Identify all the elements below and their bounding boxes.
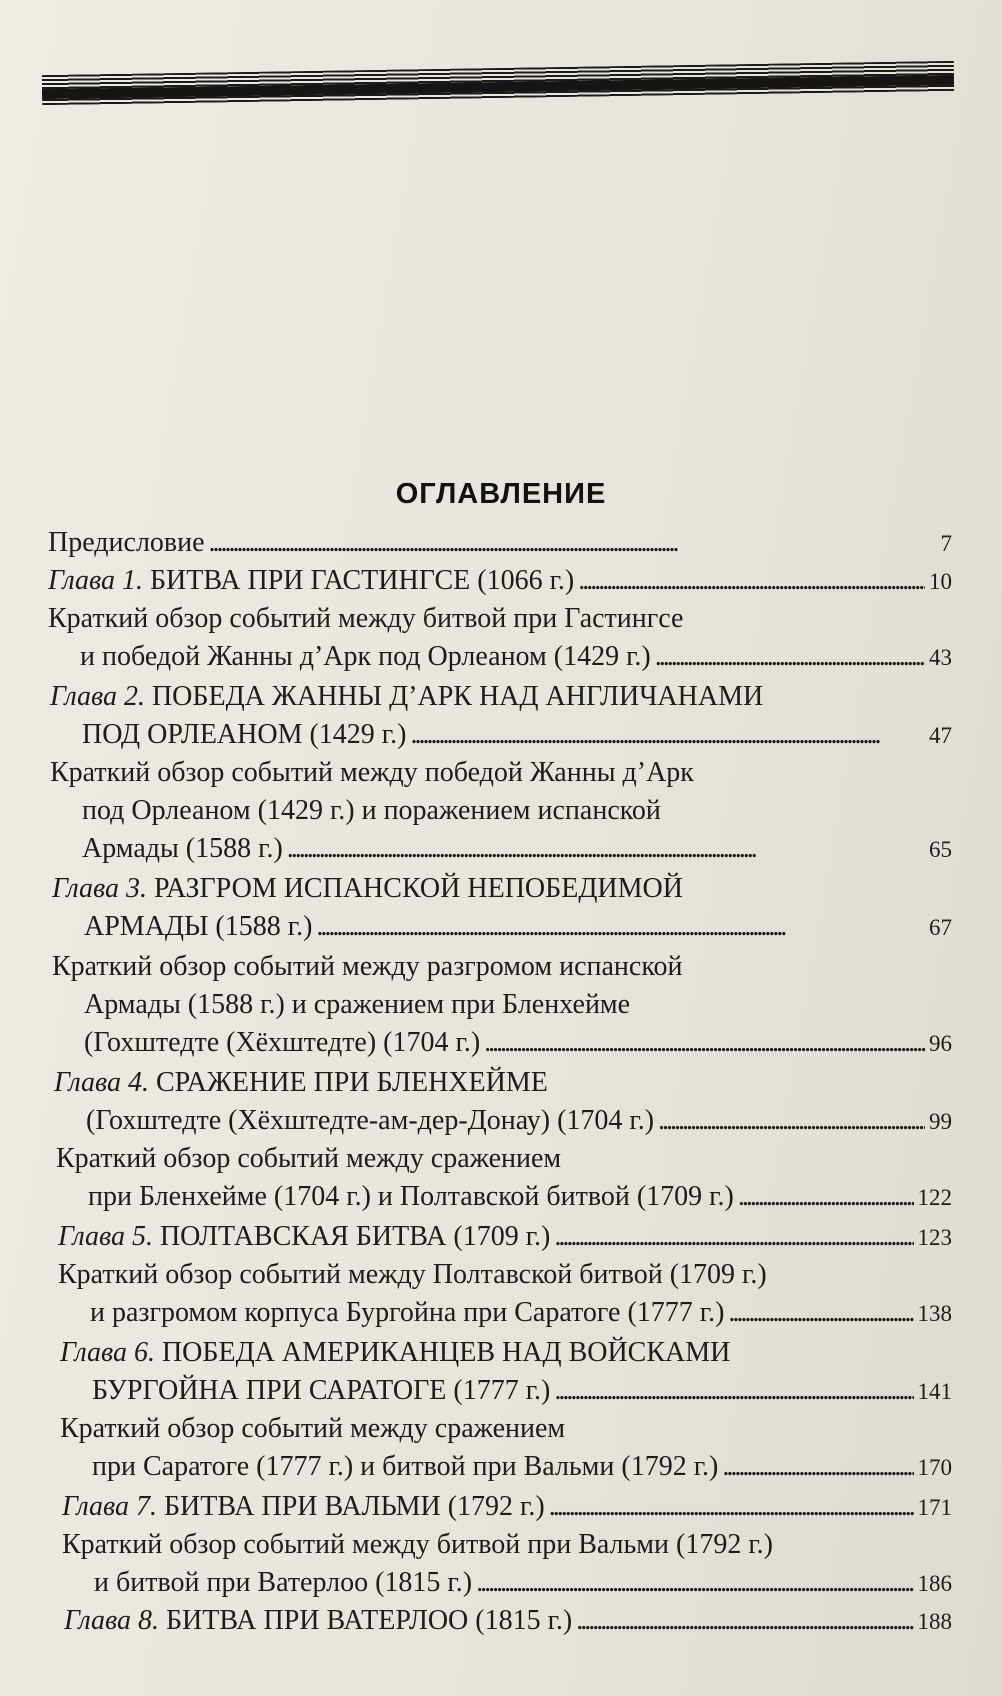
toc-title: ОГЛАВЛЕНИЕ (395, 478, 607, 510)
leader-dots (655, 640, 925, 674)
leader-dots (484, 1026, 925, 1060)
overview-3-line-2: Армады (1588 г.) и сражением при Бленхейме (84, 989, 631, 1020)
leader-dots (476, 1566, 913, 1600)
chapter-6-line-1 (60, 1336, 730, 1370)
overview-6-line-1: Краткий обзор событий между сражением (60, 1413, 566, 1444)
entry-text (48, 564, 574, 598)
chapter-title: БИТВА ПРИ ГАСТИНГСЕ (1066 г.) (149, 565, 575, 596)
leader-dots (287, 832, 925, 866)
page-number: 43 (929, 645, 952, 670)
page-number: 96 (929, 1031, 952, 1056)
page-number: 123 (917, 1225, 952, 1250)
chapter-4-line-1 (54, 1066, 548, 1100)
chapter-title: ПОБЕДА ЖАННЫ Д’АРК НАД АНГЛИЧАНАМИ (151, 681, 764, 712)
leader-dots (316, 910, 925, 944)
toc-entry-chapter-8[interactable] (64, 1604, 952, 1639)
page-number: 47 (929, 723, 952, 748)
page-number: 141 (917, 1379, 952, 1404)
page-number: 10 (929, 569, 952, 594)
toc-entry-overview-2[interactable] (82, 832, 952, 867)
entry-text: Армады (1588 г.) (82, 833, 283, 864)
toc-entry-overview-6[interactable] (92, 1450, 952, 1485)
entry-text: (Гохштедте (Хёхштедте) (1704 г.) (84, 1027, 481, 1058)
chapter-label: Глава 1. (48, 565, 143, 596)
page-number: 7 (940, 531, 952, 556)
leader-dots (576, 1604, 913, 1638)
toc-entry-preface[interactable] (48, 526, 952, 561)
overview-1-line-1: Краткий обзор событий между битвой при Гастингсе (48, 603, 684, 634)
chapter-label: Глава 8. (64, 1605, 159, 1636)
toc-entry-overview-3[interactable] (84, 1026, 952, 1061)
chapter-title: БИТВА ПРИ ВАТЕРЛОО (1815 г.) (165, 1605, 573, 1636)
chapter-title: СРАЖЕНИЕ ПРИ БЛЕНХЕЙМЕ (155, 1067, 548, 1098)
chapter-label: Глава 3. (52, 873, 147, 904)
entry-text (58, 1220, 550, 1254)
entry-text (62, 1490, 545, 1524)
page-number: 67 (929, 915, 952, 940)
page-number: 188 (917, 1609, 952, 1634)
entry-text: ПОД ОРЛЕАНОМ (1429 г.) (82, 719, 407, 750)
leader-dots (728, 1296, 913, 1330)
page-number: 138 (917, 1301, 952, 1326)
toc-entry-overview-5[interactable] (90, 1296, 952, 1331)
leader-dots (578, 564, 925, 598)
toc-entry-overview-7[interactable] (94, 1566, 952, 1601)
page-number: 186 (917, 1571, 952, 1596)
toc-entry-chapter-4[interactable] (86, 1104, 952, 1139)
overview-2-line-2: под Орлеаном (1429 г.) и поражением испанской (82, 795, 661, 826)
entry-text: и битвой при Ватерлоо (1815 г.) (94, 1567, 473, 1598)
toc-entry-chapter-6[interactable] (92, 1374, 952, 1409)
leader-dots (722, 1450, 913, 1484)
chapter-label: Глава 2. (50, 681, 145, 712)
leader-dots (209, 526, 937, 560)
chapter-title: БИТВА ПРИ ВАЛЬМИ (1792 г.) (163, 1491, 545, 1522)
chapter-label: Глава 5. (58, 1221, 153, 1252)
leader-dots (554, 1220, 913, 1254)
entry-text: Предисловие (48, 527, 205, 558)
page-number: 122 (917, 1185, 952, 1210)
entry-text: при Бленхейме (1704 г.) и Полтавской битвой (1709 г.) (88, 1181, 734, 1212)
leader-dots (410, 718, 925, 752)
chapter-label: Глава 6. (60, 1337, 155, 1368)
page-number: 99 (929, 1109, 952, 1134)
toc-entry-overview-4[interactable] (88, 1180, 952, 1215)
entry-text (64, 1604, 572, 1638)
leader-dots (554, 1374, 913, 1408)
toc-entry-chapter-7[interactable] (62, 1490, 952, 1525)
page-number: 171 (917, 1495, 952, 1520)
chapter-3-line-1 (52, 872, 683, 906)
page-number: 65 (929, 837, 952, 862)
chapter-2-line-1 (50, 680, 763, 714)
overview-3-line-1: Краткий обзор событий между разгромом испанской (52, 951, 683, 982)
toc-entry-chapter-3[interactable] (84, 910, 952, 945)
entry-text: при Саратоге (1777 г.) и битвой при Вальми (1792 г.) (92, 1451, 719, 1482)
leader-dots (549, 1490, 914, 1524)
entry-text: (Гохштедте (Хёхштедте-ам-дер-Донау) (1704 г.) (86, 1105, 655, 1136)
entry-text: и разгромом корпуса Бургойна при Саратоге (1777 г.) (90, 1297, 725, 1328)
entry-text: и победой Жанны д’Арк под Орлеаном (1429 г.) (80, 641, 651, 672)
chapter-title: ПОБЕДА АМЕРИКАНЦЕВ НАД ВОЙСКАМИ (161, 1337, 731, 1368)
leader-dots (658, 1104, 925, 1138)
chapter-title: РАЗГРОМ ИСПАНСКОЙ НЕПОБЕДИМОЙ (153, 873, 683, 904)
toc-entry-overview-1[interactable] (80, 640, 952, 675)
toc-entry-chapter-2[interactable] (82, 718, 952, 753)
toc-entry-chapter-1[interactable] (48, 564, 952, 599)
leader-dots (738, 1180, 914, 1214)
entry-text: АРМАДЫ (1588 г.) (84, 911, 313, 942)
overview-2-line-1: Краткий обзор событий между победой Жанны д’Арк (50, 757, 694, 788)
chapter-label: Глава 4. (54, 1067, 149, 1098)
overview-5-line-1: Краткий обзор событий между Полтавской битвой (1709 г.) (58, 1259, 767, 1290)
overview-4-line-1: Краткий обзор событий между сражением (56, 1143, 562, 1174)
overview-7-line-1: Краткий обзор событий между битвой при Вальми (1792 г.) (62, 1529, 773, 1560)
chapter-label: Глава 7. (62, 1491, 157, 1522)
entry-text: БУРГОЙНА ПРИ САРАТОГЕ (1777 г.) (92, 1375, 551, 1406)
toc-entry-chapter-5[interactable] (58, 1220, 952, 1255)
page-number: 170 (917, 1455, 952, 1480)
chapter-title: ПОЛТАВСКАЯ БИТВА (1709 г.) (159, 1221, 551, 1252)
